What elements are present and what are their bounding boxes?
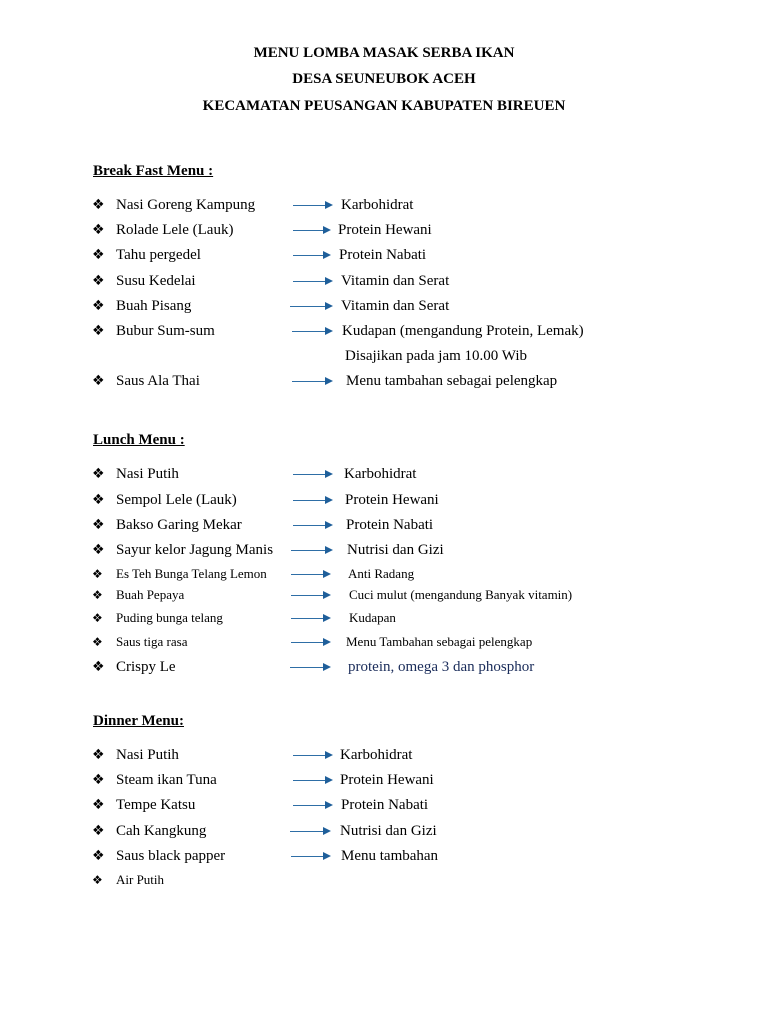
diamond-bullet-icon: ❖ bbox=[92, 273, 105, 289]
lunch-item bbox=[0, 657, 768, 677]
item-desc: Cuci mulut (mengandung Banyak vitamin) bbox=[349, 587, 573, 602]
item-desc: Vitamin dan Serat bbox=[341, 273, 450, 289]
item-desc: Protein Hewani bbox=[338, 222, 432, 238]
item-desc: Menu tambahan sebagai pelengkap bbox=[346, 373, 558, 389]
doc-title-line1: MENU LOMBA MASAK SERBA IKAN bbox=[253, 45, 515, 61]
item-desc: Anti Radang bbox=[348, 566, 415, 581]
lunch-item bbox=[0, 515, 768, 535]
breakfast-item bbox=[0, 371, 768, 391]
lunch-item bbox=[0, 585, 768, 605]
dinner-title: Dinner Menu: bbox=[93, 713, 184, 729]
item-desc: Protein Hewani bbox=[340, 772, 434, 788]
doc-title-line3: KECAMATAN PEUSANGAN KABUPATEN BIREUEN bbox=[202, 98, 566, 114]
diamond-bullet-icon: ❖ bbox=[92, 772, 105, 788]
right-arrow-icon bbox=[291, 595, 329, 596]
right-arrow-icon bbox=[290, 667, 329, 668]
right-arrow-icon bbox=[292, 381, 331, 382]
diamond-bullet-icon: ❖ bbox=[92, 659, 105, 675]
item-name: Buah Pisang bbox=[116, 298, 192, 314]
item-desc: Vitamin dan Serat bbox=[341, 298, 450, 314]
doc-title-line2: DESA SEUNEUBOK ACEH bbox=[292, 71, 476, 87]
dinner-item bbox=[0, 846, 768, 866]
item-desc: Protein Hewani bbox=[345, 492, 439, 508]
diamond-bullet-icon: ❖ bbox=[92, 823, 105, 839]
item-name: Puding bunga telang bbox=[116, 610, 223, 625]
diamond-bullet-icon: ❖ bbox=[92, 247, 105, 263]
item-name: Nasi Putih bbox=[116, 747, 179, 763]
breakfast-item bbox=[0, 321, 768, 341]
item-name: Steam ikan Tuna bbox=[116, 772, 217, 788]
lunch-item bbox=[0, 632, 768, 652]
lunch-title: Lunch Menu : bbox=[93, 432, 185, 448]
item-name: Saus black papper bbox=[116, 848, 226, 864]
item-name: Bubur Sum-sum bbox=[116, 323, 215, 339]
dinner-item bbox=[0, 770, 768, 790]
item-desc: Karbohidrat bbox=[340, 747, 413, 763]
item-desc: Nutrisi dan Gizi bbox=[347, 542, 444, 558]
item-name: Nasi Putih bbox=[116, 466, 179, 482]
item-name: Bakso Garing Mekar bbox=[116, 517, 242, 533]
right-arrow-icon bbox=[291, 574, 329, 575]
item-desc: Protein Nabati bbox=[341, 797, 429, 813]
item-desc: Nutrisi dan Gizi bbox=[340, 823, 437, 839]
item-desc: Protein Nabati bbox=[339, 247, 427, 263]
dinner-item bbox=[0, 821, 768, 841]
breakfast-item bbox=[0, 271, 768, 291]
right-arrow-icon bbox=[293, 230, 329, 231]
dinner-item bbox=[0, 795, 768, 815]
breakfast-item bbox=[0, 195, 768, 215]
right-arrow-icon bbox=[290, 831, 329, 832]
item-name: Susu Kedelai bbox=[116, 273, 196, 289]
item-name: Sempol Lele (Lauk) bbox=[116, 492, 237, 508]
right-arrow-icon bbox=[293, 805, 331, 806]
breakfast-item bbox=[0, 220, 768, 240]
item-desc: Protein Nabati bbox=[346, 517, 434, 533]
lunch-item bbox=[0, 564, 768, 584]
item-name: Tempe Katsu bbox=[116, 797, 196, 813]
right-arrow-icon bbox=[293, 500, 331, 501]
right-arrow-icon bbox=[290, 306, 331, 307]
serving-time-note: Disajikan pada jam 10.00 Wib bbox=[345, 348, 527, 364]
right-arrow-icon bbox=[291, 642, 329, 643]
breakfast-item bbox=[0, 296, 768, 316]
diamond-bullet-icon: ❖ bbox=[92, 611, 103, 625]
dinner-item bbox=[0, 745, 768, 765]
diamond-bullet-icon: ❖ bbox=[92, 222, 105, 238]
diamond-bullet-icon: ❖ bbox=[92, 373, 105, 389]
item-desc: protein, omega 3 dan phosphor bbox=[348, 659, 535, 675]
right-arrow-icon bbox=[293, 205, 331, 206]
right-arrow-icon bbox=[293, 255, 329, 256]
diamond-bullet-icon: ❖ bbox=[92, 492, 105, 508]
item-desc: Menu Tambahan sebagai pelengkap bbox=[346, 634, 533, 649]
lunch-item bbox=[0, 608, 768, 628]
lunch-item bbox=[0, 490, 768, 510]
diamond-bullet-icon: ❖ bbox=[92, 747, 105, 763]
diamond-bullet-icon: ❖ bbox=[92, 873, 103, 887]
right-arrow-icon bbox=[291, 618, 329, 619]
breakfast-item bbox=[0, 245, 768, 265]
item-desc: Kudapan (mengandung Protein, Lemak) bbox=[342, 323, 584, 339]
dinner-item bbox=[0, 870, 768, 890]
item-desc: Menu tambahan bbox=[341, 848, 439, 864]
item-name: Saus Ala Thai bbox=[116, 373, 200, 389]
item-name: Sayur kelor Jagung Manis bbox=[116, 542, 274, 558]
item-name: Air Putih bbox=[116, 872, 165, 887]
lunch-item bbox=[0, 540, 768, 560]
item-name: Buah Pepaya bbox=[116, 587, 185, 602]
item-name: Crispy Le bbox=[116, 659, 176, 675]
diamond-bullet-icon: ❖ bbox=[92, 542, 105, 558]
lunch-item bbox=[0, 464, 768, 484]
right-arrow-icon bbox=[291, 856, 329, 857]
diamond-bullet-icon: ❖ bbox=[92, 635, 103, 649]
item-desc: Karbohidrat bbox=[344, 466, 417, 482]
item-name: Es Teh Bunga Telang Lemon bbox=[116, 566, 267, 581]
diamond-bullet-icon: ❖ bbox=[92, 298, 105, 314]
diamond-bullet-icon: ❖ bbox=[92, 567, 103, 581]
item-name: Rolade Lele (Lauk) bbox=[116, 222, 234, 238]
right-arrow-icon bbox=[293, 474, 331, 475]
diamond-bullet-icon: ❖ bbox=[92, 517, 105, 533]
right-arrow-icon bbox=[293, 755, 331, 756]
diamond-bullet-icon: ❖ bbox=[92, 197, 105, 213]
item-desc: Kudapan bbox=[349, 610, 396, 625]
item-name: Nasi Goreng Kampung bbox=[116, 197, 256, 213]
right-arrow-icon bbox=[292, 331, 331, 332]
right-arrow-icon bbox=[291, 550, 331, 551]
item-desc: Karbohidrat bbox=[341, 197, 414, 213]
diamond-bullet-icon: ❖ bbox=[92, 797, 105, 813]
right-arrow-icon bbox=[293, 281, 331, 282]
breakfast-title: Break Fast Menu : bbox=[93, 163, 214, 179]
diamond-bullet-icon: ❖ bbox=[92, 848, 105, 864]
item-name: Cah Kangkung bbox=[116, 823, 207, 839]
diamond-bullet-icon: ❖ bbox=[92, 466, 105, 482]
item-name: Tahu pergedel bbox=[116, 247, 201, 263]
right-arrow-icon bbox=[293, 780, 331, 781]
right-arrow-icon bbox=[293, 525, 331, 526]
diamond-bullet-icon: ❖ bbox=[92, 323, 105, 339]
diamond-bullet-icon: ❖ bbox=[92, 588, 103, 602]
item-name: Saus tiga rasa bbox=[116, 634, 188, 649]
